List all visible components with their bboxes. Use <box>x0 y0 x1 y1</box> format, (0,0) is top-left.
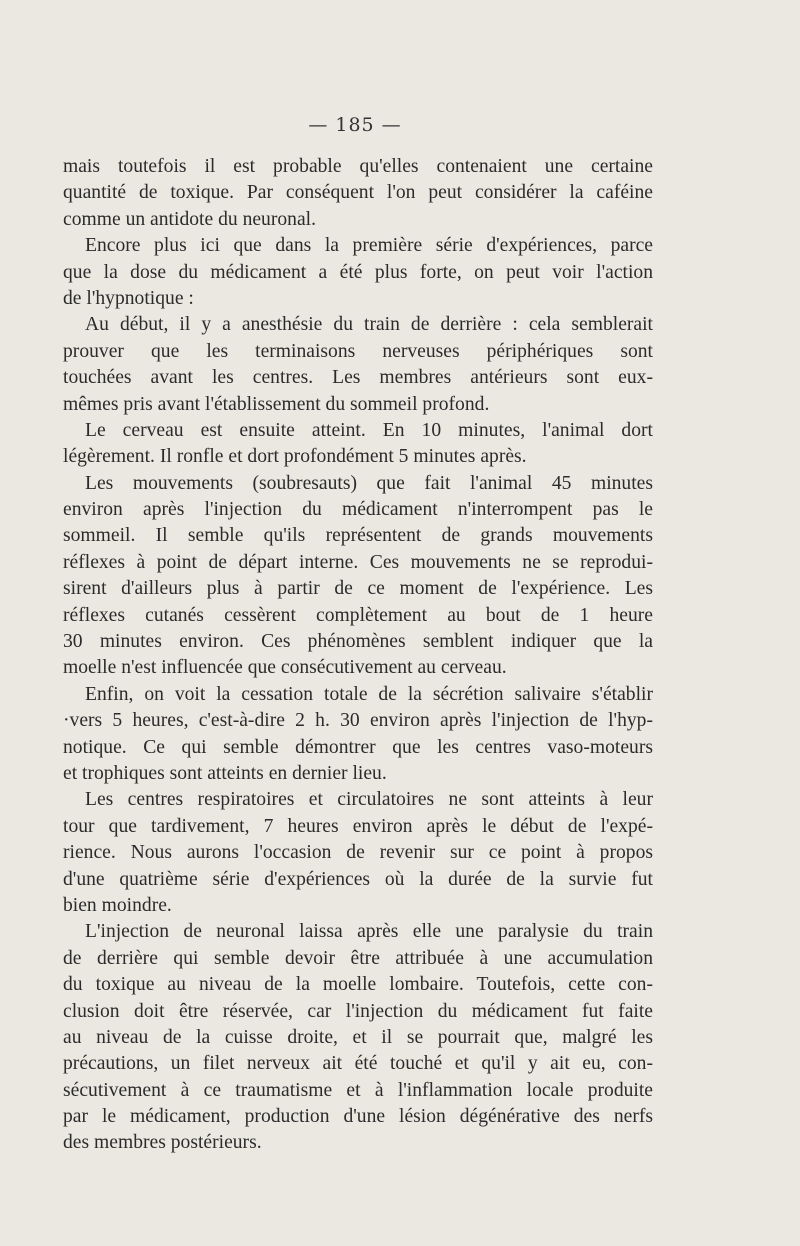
text-line: Enfin, on voit la cessation totale de la sécrétion salivaire s'établir <box>85 683 653 705</box>
text-line: rience. Nous aurons l'occasion de revenir sur ce point à propos <box>63 842 653 864</box>
text-line: 30 minutes environ. Ces phénomènes semblent indiquer que la <box>63 631 653 653</box>
text-line: environ après l'injection du médicament n'interrompent pas le <box>63 499 653 521</box>
text-line: que la dose du médicament a été plus forte, on peut voir l'action <box>63 261 653 283</box>
text-line: mais toutefois il est probable qu'elles contenaient une certaine <box>63 156 653 177</box>
text-line: prouver que les terminaisons nerveuses périphériques sont <box>63 340 653 362</box>
text-line: moelle n'est influencée que consécutivement au cerveau. <box>63 657 507 679</box>
paragraph <box>63 312 653 418</box>
text-line: par le médicament, production d'une lésion dégénérative des nerfs <box>63 1106 653 1128</box>
text-line: de derrière qui semble devoir être attribuée à une accumulation <box>63 947 653 969</box>
paragraph <box>63 233 653 312</box>
paragraph <box>63 682 653 788</box>
text-line: ·vers 5 heures, c'est-à-dire 2 h. 30 environ après l'injection de l'hyp- <box>63 710 653 732</box>
text-line: quantité de toxique. Par conséquent l'on peut considérer la caféine <box>63 182 653 204</box>
paragraph <box>63 471 653 682</box>
paragraph <box>63 154 653 233</box>
text-line: sommeil. Il semble qu'ils représentent de grands mouvements <box>63 525 653 547</box>
body-text <box>63 154 653 1157</box>
text-line: touchées avant les centres. Les membres antérieurs sont eux- <box>63 367 653 389</box>
paragraph <box>63 919 653 1157</box>
text-line: L'injection de neuronal laissa après elle une paralysie du train <box>85 921 653 943</box>
text-line: d'une quatrième série d'expériences où la durée de la survie fut <box>63 868 653 890</box>
text-line: Les centres respiratoires et circulatoires ne sont atteints à leur <box>85 789 653 811</box>
text-line: Les mouvements (soubresauts) que fait l'animal 45 minutes <box>85 472 653 494</box>
text-line: sécutivement à ce traumatisme et à l'inflammation locale produite <box>63 1079 653 1101</box>
text-line: mêmes pris avant l'établissement du sommeil profond. <box>63 393 490 415</box>
paragraph <box>63 787 653 919</box>
text-line: et trophiques sont atteints en dernier lieu. <box>63 762 387 784</box>
text-line: légèrement. Il ronfle et dort profondément 5 minutes après. <box>63 446 527 468</box>
text-line: au niveau de la cuisse droite, et il se pourrait que, malgré les <box>63 1026 653 1048</box>
text-line: tour que tardivement, 7 heures environ après le début de l'expé- <box>63 815 653 837</box>
text-line: réflexes à point de départ interne. Ces mouvements ne se reprodui- <box>63 551 653 573</box>
text-line: comme un antidote du neuronal. <box>63 208 317 230</box>
text-line: Encore plus ici que dans la première série d'expériences, parce <box>85 235 653 257</box>
text-line: notique. Ce qui semble démontrer que les centres vaso-moteurs <box>63 736 653 758</box>
text-line: sirent d'ailleurs plus à partir de ce moment de l'expérience. Les <box>63 578 653 600</box>
text-line: précautions, un filet nerveux ait été touché et qu'il y ait eu, con- <box>63 1053 653 1075</box>
text-line: des membres postérieurs. <box>63 1132 262 1154</box>
text-line: bien moindre. <box>63 894 172 916</box>
text-line: de l'hypnotique : <box>63 287 194 309</box>
paragraph <box>63 418 653 471</box>
text-line: Au début, il y a anesthésie du train de derrière : cela semblerait <box>85 314 653 336</box>
text-line: réflexes cutanés cessèrent complètement au bout de 1 heure <box>63 604 653 626</box>
text-line: Le cerveau est ensuite atteint. En 10 minutes, l'animal dort <box>85 419 653 441</box>
text-line: clusion doit être réservée, car l'injection du médicament fut faite <box>63 1000 653 1022</box>
text-line: du toxique au niveau de la moelle lombaire. Toutefois, cette con- <box>63 974 653 996</box>
page-number: — 185 — <box>308 114 402 136</box>
